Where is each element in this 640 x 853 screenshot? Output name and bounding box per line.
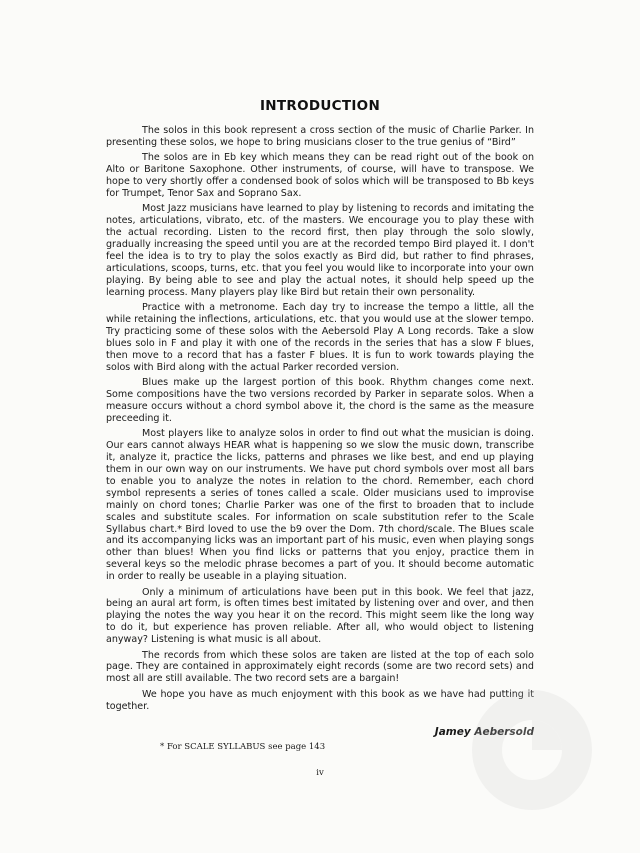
paragraph: Only a minimum of articulations have been put in this book. We feel that jazz, being an aural art form, is often times best imitated by listening over and over, and then playing the notes the way you hear it on the record. This might seem like the long way to do it, but experience has proven reliable. After all, who would object to listening anyway? Listening is what music is all about.: [106, 586, 534, 646]
paragraph: Blues make up the largest portion of this book. Rhythm changes come next. Some compositions have the two versions recorded by Parker in separate solos. When a measure occurs without a chord symbol above it, the chord is the same as the measure preceeding it.: [106, 377, 534, 424]
page-number: iv: [316, 768, 324, 778]
paragraph: Most Jazz musicians have learned to play by listening to records and imitating the notes, articulations, vibrato, etc. of the masters. We encourage you to play these with the actual recording. Listen to the record first, then play through the solo slowly, gradually increasing the speed until you are at the recorded tempo Bird played it. I don't feel the idea is to try to play the solos exactly as Bird did, but rather to find phrases, articulations, scoops, turns, etc. that you feel you would like to incorporate into your own playing. By being able to see and play the actual notes, it should help speed up the learning process. Many players play like Bird but retain their own personality.: [106, 203, 534, 298]
paragraph: The solos in this book represent a cross section of the music of Charlie Parker. In presenting these solos, we hope to bring musicians closer to the true genius of “Bird”: [106, 125, 534, 148]
paragraph: Practice with a metronome. Each day try to increase the tempo a little, all the while retaining the inflections, articulations, etc. that you would use at the slower tempo. Try practicing some of these solos with the Aebersold Play A Long records. Take a slow blues solo in F and play it with one of the records in the series that has a slow F blues, then move to a record that has a faster F blues. It is fun to work towards playing the solos with Bird along with the actual Parker recorded version.: [106, 302, 534, 373]
watermark-text: allegro: [513, 758, 551, 771]
footnote: * For SCALE SYLLABUS see page 143: [160, 742, 326, 752]
paragraph: The records from which these solos are taken are listed at the top of each solo page. They are contained in approximately eight records (some are two record sets) and most all are still available. The two record sets are a bargain!: [106, 649, 534, 685]
author-signature: Jamey Aebersold: [434, 726, 534, 738]
paragraph: The solos are in Eb key which means they can be read right out of the book on Alto or Baritone Saxophone. Other instruments, of course, will have to transpose. We hope to very shortly offer a condensed book of solos which will be transposed to Bb keys for Trumpet, Tenor Sax and Soprano Sax.: [106, 152, 534, 200]
introduction-body: [106, 125, 534, 716]
paragraph: Most players like to analyze solos in order to find out what the musician is doing. Our ears cannot always HEAR what is happening so we slow the music down, transcribe it, analyze it, practice the licks, patterns and phrases we like best, and end up playing them in our own way on our instruments. We have put chord symbols over most all bars to enable you to analyze the notes in relation to the chord. Remember, each chord symbol represents a series of tones called a scale. Older musicians used to improvise mainly on chord tones; Charlie Parker was one of the first to broaden that to include scales and substitute scales. For information on scale substitution refer to the Scale Syllabus chart.* Bird loved to use the b9 over the Dom. 7th chord/scale. The Blues scale and its accompanying licks was an important part of his music, even when playing songs other than blues! When you find licks or patterns that you enjoy, practice them in several keys so the melodic phrase becomes a part of you. It should become automatic in order to really be useable in a playing situation.: [106, 428, 534, 583]
page-title: INTRODUCTION: [259, 98, 381, 114]
paragraph: We hope you have as much enjoyment with this book as we have had putting it together.: [106, 688, 534, 712]
